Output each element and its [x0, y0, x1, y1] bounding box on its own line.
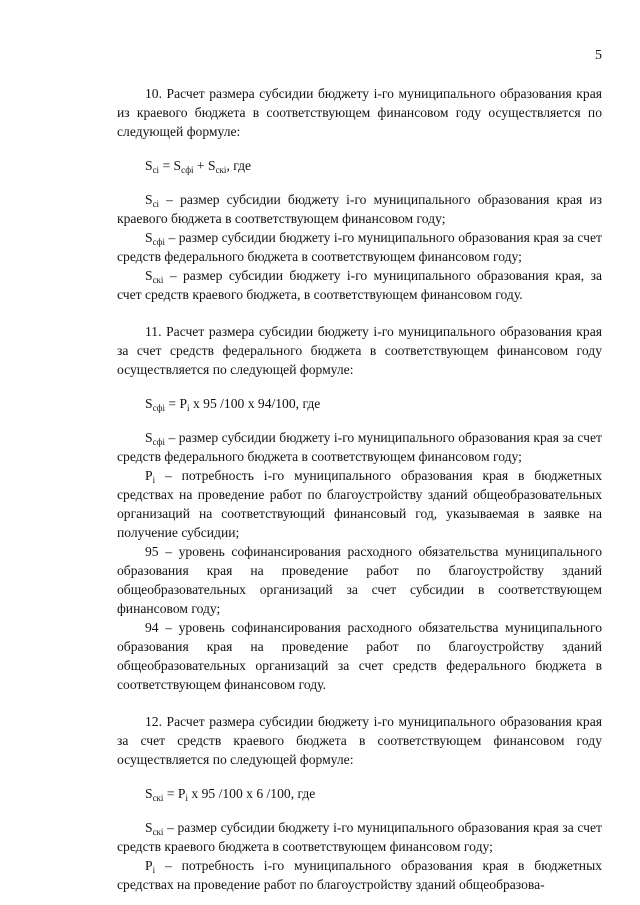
section-11-intro: 11. Расчет размера субсидии бюджету i-го муниципального образования края за счет средств федерального бюджета в соответствующем финансовом году осуществляется по следующей формуле: — [117, 324, 602, 377]
page-number: 5 — [595, 48, 602, 63]
section-12-intro: 12. Расчет размера субсидии бюджету i-го муниципального образования края за счет средств краевого бюджета в соответствующем финансовом году осуществляется по следующей формуле: — [117, 714, 602, 767]
section-12-definition-scki: $S_{скi}$ – размер субсидии бюджету i-го муниципального образования края за счет средств краевого бюджета в соответствующем финансовом году; — [117, 820, 602, 854]
section-11-definition-scfi: $S_{сфi}$ – размер субсидии бюджету i-го муниципального образования края за счет средств федерального бюджета в соответствующем финансовом году; — [117, 430, 602, 464]
section-10-formula: $S_{ci} = S_{сфi} + S_{скi}$, где — [145, 158, 252, 175]
section-11-formula: $S_{сфi} = P_i$ x 95 /100 x 94/100, где — [145, 396, 321, 413]
section-11-definition-94: 94 – уровень софинансирования расходного обязательства муниципального образования края на проведение работ по благоустройству зданий общеобразовательных организаций за счет средств федерального бюджета в соответствующем финансовом году. — [117, 620, 602, 692]
section-12-definition-pi: $P_i$ – потребность i-го муниципального образования края в бюджетных средствах на проведение работ по благоустройству зданий общеобразова- — [117, 858, 602, 892]
section-11-definition-pi: $P_i$ – потребность i-го муниципального образования края в бюджетных средствах на проведение работ по благоустройству зданий общеобразовательных организаций на соответствующий финансовый год, указываемая в заявке на получение субсидии; — [117, 468, 602, 540]
section-10-definition-sci: $S_{ci}$ – размер субсидии бюджету i-го муниципального образования края из краевого бюджета в соответствующем финансовом году; — [117, 192, 602, 226]
section-12-formula: $S_{скi} = P_i$ x 95 /100 x 6 /100, где — [145, 786, 316, 803]
section-11-definition-95: 95 – уровень софинансирования расходного обязательства муниципального образования края на проведение работ по благоустройству зданий общеобразовательных организаций за счет субсидии в соответствующем финансовом году; — [117, 544, 602, 616]
section-10-definition-scfi: $S_{сфi}$ – размер субсидии бюджету i-го муниципального образования края за счет средств федерального бюджета в соответствующем финансовом году; — [117, 230, 602, 264]
section-10-definition-scki: $S_{скi}$ – размер субсидии бюджету i-го муниципального образования края, за счет средств краевого бюджета, в соответствующем финансовом году. — [117, 268, 602, 302]
section-10-intro: 10. Расчет размера субсидии бюджету i-го муниципального образования края из краевого бюджета в соответствующем финансовом году осуществляется по следующей формуле: — [117, 86, 602, 139]
document-body — [117, 84, 602, 894]
